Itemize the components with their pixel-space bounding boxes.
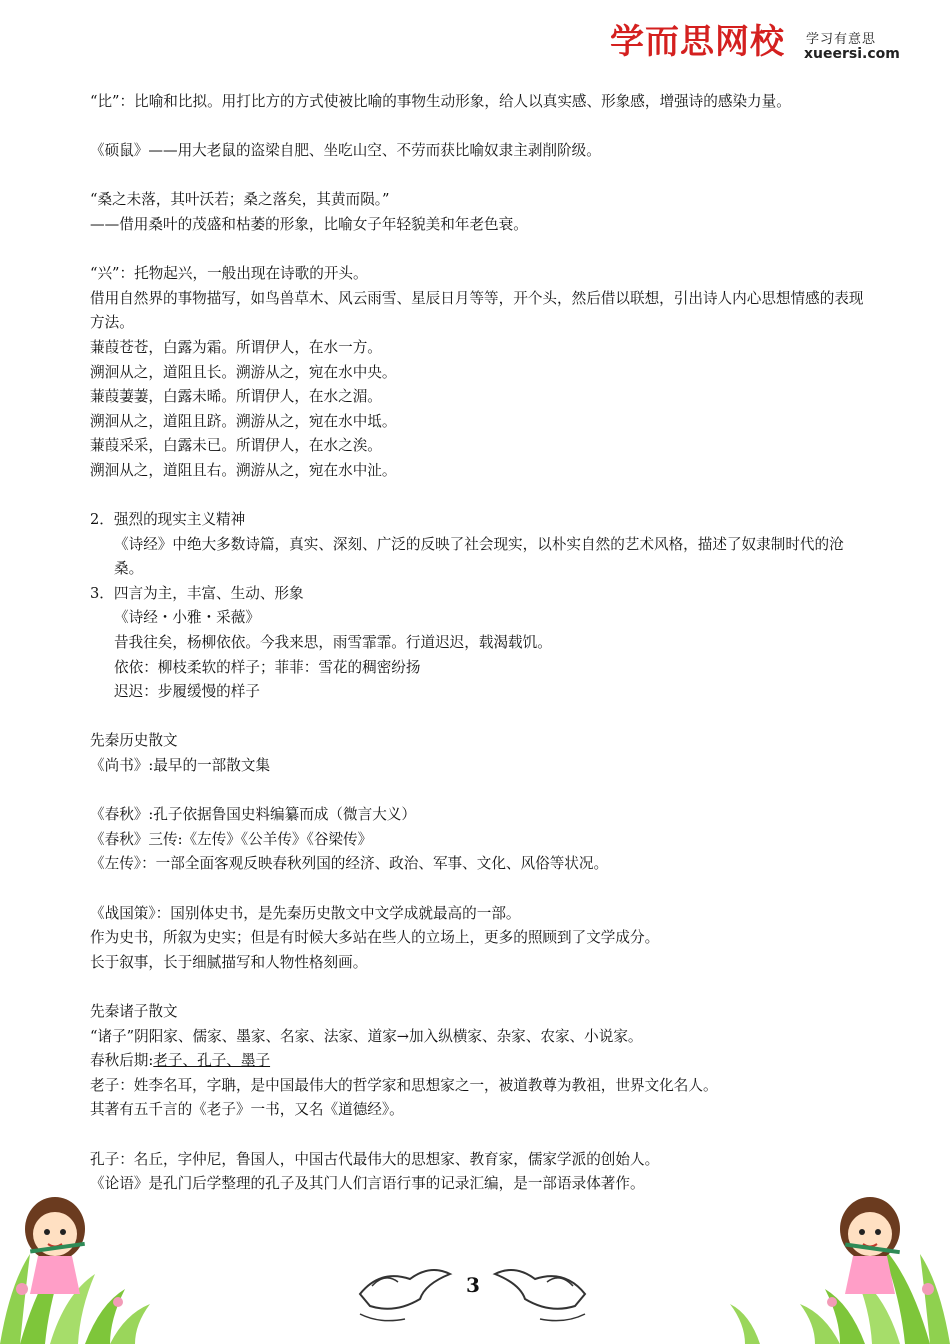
poem-line: 溯洄从之，道阻且跻。溯游从之，宛在水中坻。 [90,412,397,430]
history-zhanguoce-3: 长于叙事，长于细腻描写和人物性格刻画。 [90,953,368,971]
zhuzi-schools: “诸子”阴阳家、儒家、墨家、名家、法家、道家→加入纵横家、杂家、农家、小说家。 [90,1027,643,1045]
history-prose-title: 先秦历史散文 [90,732,178,750]
lunyu-intro: 《论语》是孔门后学整理的孔子及其门人们言语行事的记录汇编，是一部语录体著作。 [90,1175,645,1193]
quote-sang: “桑之未落，其叶沃若；桑之落矣，其黄而陨。” [90,191,390,209]
footer-decoration [0,1174,950,1344]
poem-line: 溯洄从之，道阻且右。溯游从之，宛在水中沚。 [90,461,397,479]
poem-line: 蒹葭采采，白露未已。所谓伊人，在水之涘。 [90,437,382,455]
history-zhanguoce-2: 作为史书，所叙为史实；但是有时候大多站在些人的立场上，更多的照顾到了文学成分。 [90,929,660,947]
kongzi-intro: 孔子：名丘，字仲尼，鲁国人，中国古代最伟大的思想家、教育家，儒家学派的创始人。 [90,1150,660,1168]
poem-line: 蒹葭苍苍，白露为霜。所谓伊人，在水一方。 [90,338,382,356]
right-grass-icon [730,1244,950,1344]
zhuzi-prose-title: 先秦诸子散文 [90,1002,178,1020]
paragraph-xing-body: 借用自然界的事物描写，如鸟兽草木、风云雨雪、星辰日月等等，开个头，然后借以联想，引出诗人内心思想情感的表现方法。 [90,289,864,332]
section-3-title: 3．四言为主，丰富、生动、形象 [90,584,304,602]
logo-main-text: 学而思网校 [610,22,785,62]
laozi-book: 其著有五千言的《老子》一书，又名《道德经》。 [90,1101,404,1119]
history-zuozhuan: 《左传》：一部全面客观反映春秋列国的经济、政治、军事、文化、风俗等状况。 [90,855,609,873]
girl-left-icon [25,1197,85,1294]
section-3-line: 昔我往矣，杨柳依依。今我来思，雨雪霏霏。行道迟迟，载渴载饥。 [114,634,552,652]
poem-line: 溯洄从之，道阻且长。溯游从之，宛在水中央。 [90,363,397,381]
zhuzi-late-chunqiu-names: 老子、孔子、墨子 [153,1052,271,1070]
history-chunqiu: 《春秋》:孔子依据鲁国史料编纂而成（微言大义） [90,806,416,824]
paragraph-xing-title: “兴”：托物起兴，一般出现在诗歌的开头。 [90,265,368,283]
quote-sang-explain: ——借用桑叶的茂盛和枯萎的形象，比喻女子年轻貌美和年老色衰。 [90,215,528,233]
laozi-intro: 老子：姓李名耳，字聃，是中国最伟大的哲学家和思想家之一，被道教尊为教祖，世界文化名人。 [90,1076,718,1094]
page-number: 3 [466,1273,480,1297]
bird-left-icon [360,1270,450,1321]
logo-slogan: 学习有意思 [806,32,877,47]
section-2-body: 《诗经》中绝大多数诗篇，真实、深刻、广泛的反映了社会现实，以朴实自然的艺术风格，描述了奴隶制时代的沧桑。 [114,535,844,578]
history-zhanguoce: 《战国策》：国别体史书，是先秦历史散文中文学成就最高的一部。 [90,904,521,922]
paragraph-bi: “比”：比喻和比拟。用打比方的方式使被比喻的事物生动形象，给人以真实感、形象感，增强诗的感染力量。 [90,93,791,110]
section-3-line: 依依：柳枝柔软的样子；菲菲：雪花的稠密纷扬 [114,658,421,676]
section-3-line: 迟迟：步履缓慢的样子 [114,683,260,701]
section-3-line: 《诗经・小雅・采薇》 [114,609,260,627]
history-shangshu: 《尚书》:最早的一部散文集 [90,757,271,775]
zhuzi-late-chunqiu-label: 春秋后期: [90,1052,154,1070]
zhuzi-late-chunqiu [90,1049,870,1074]
bird-right-icon [495,1270,585,1321]
history-three-commentaries: 《春秋》三传:《左传》《公羊传》《谷梁传》 [90,830,373,848]
section-2-title: 2．强烈的现实主义精神 [90,511,246,529]
logo-domain: xueersi.com [804,46,900,62]
header-logo [610,22,910,72]
paragraph-shuoshu: 《硕鼠》——用大老鼠的盗梁自肥、坐吃山空、不劳而获比喻奴隶主剥削阶级。 [90,142,601,160]
document-body [90,90,870,1197]
poem-line: 蒹葭萋萋，白露未晞。所谓伊人，在水之湄。 [90,388,382,406]
girl-right-icon [840,1197,900,1294]
